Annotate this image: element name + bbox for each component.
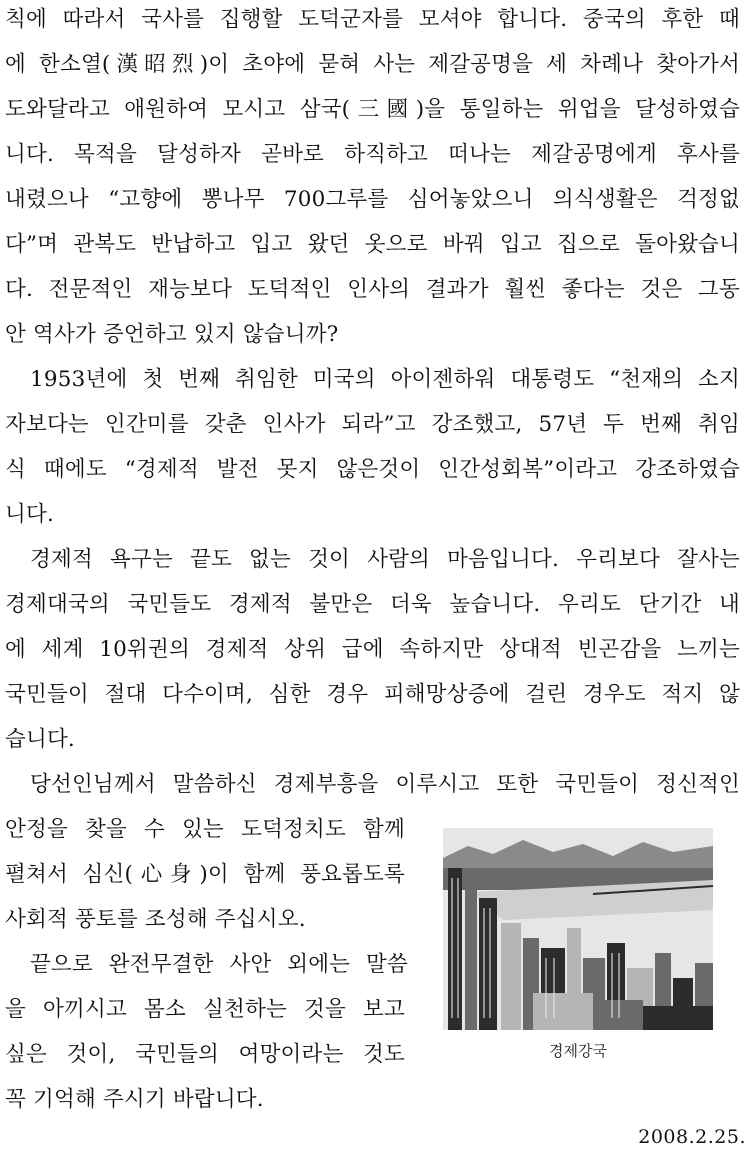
text-line: 꼭 기억해 주시기 바랍니다.: [5, 1087, 264, 1112]
photo-caption: 경제강국: [549, 1042, 607, 1060]
text-line: 습니다.: [5, 727, 75, 752]
paragraph-start: 당선인님께서 말씀하신 경제부흥을 이루시고 또한 국민들이 정신적인: [30, 772, 740, 797]
text-line: 펼쳐서 심신(心身)이 함께 풍요롭도록: [5, 862, 405, 887]
text-line: 안정을 찾을 수 있는 도덕정치도 함께: [5, 817, 405, 842]
text-line: 에 한소열(漢昭烈)이 초야에 묻혀 사는 제갈공명을 세 차례나 찾아가서: [5, 52, 740, 77]
text-line: 다”며 관복도 반납하고 입고 왔던 옷으로 바꿔 입고 집으로 돌아왔습니: [5, 232, 740, 257]
paragraph-start: 경제적 욕구는 끝도 없는 것이 사람의 마음입니다. 우리보다 잘사는: [30, 547, 740, 572]
text-line: 니다.: [5, 502, 54, 527]
text-line: 식 때에도 “경제적 발전 못지 않은것이 인간성회복”이라고 강조하였습: [5, 457, 740, 482]
paragraph-start: 1953년에 첫 번째 취임한 미국의 아이젠하워 대통령도 “천재의 소지: [30, 367, 740, 392]
text-line: 싶은 것이, 국민들의 여망이라는 것도: [5, 1042, 405, 1067]
text-line: 내렸으나 “고향에 뽕나무 700그루를 심어놓았으니 의식생활은 걱정없: [5, 187, 740, 212]
text-line: 국민들이 절대 다수이며, 심한 경우 피해망상증에 걸린 경우도 적지 않: [5, 682, 740, 707]
text-line: 사회적 풍토를 조성해 주십시오.: [5, 907, 306, 932]
text-line: 을 아끼시고 몸소 실천하는 것을 보고: [5, 997, 405, 1022]
letter-date: 2008.2.25.: [638, 1126, 746, 1148]
text-line: 도와달라고 애원하여 모시고 삼국(三國)을 통일하는 위업을 달성하였습: [5, 97, 740, 122]
text-line: 에 세계 10위권의 경제적 상위 급에 속하지만 상대적 빈곤감을 느끼는: [5, 637, 740, 662]
city-photo: [443, 828, 713, 1030]
text-line: 니다. 목적을 달성하자 곧바로 하직하고 떠나는 제갈공명에게 후사를: [5, 142, 740, 167]
text-line: 자보다는 인간미를 갖춘 인사가 되라”고 강조했고, 57년 두 번째 취임: [5, 412, 740, 437]
text-line: 경제대국의 국민들도 경제적 불만은 더욱 높습니다. 우리도 단기간 내: [5, 592, 740, 617]
city-skyline-image: [443, 828, 713, 1030]
text-line: 다. 전문적인 재능보다 도덕적인 인사의 결과가 훨씬 좋다는 것은 그동: [5, 277, 740, 302]
text-line: 안 역사가 증언하고 있지 않습니까?: [5, 322, 339, 347]
paragraph-start: 끝으로 완전무결한 사안 외에는 말씀: [30, 952, 408, 977]
text-line: 칙에 따라서 국사를 집행할 도덕군자를 모셔야 합니다. 중국의 후한 때: [5, 7, 740, 32]
